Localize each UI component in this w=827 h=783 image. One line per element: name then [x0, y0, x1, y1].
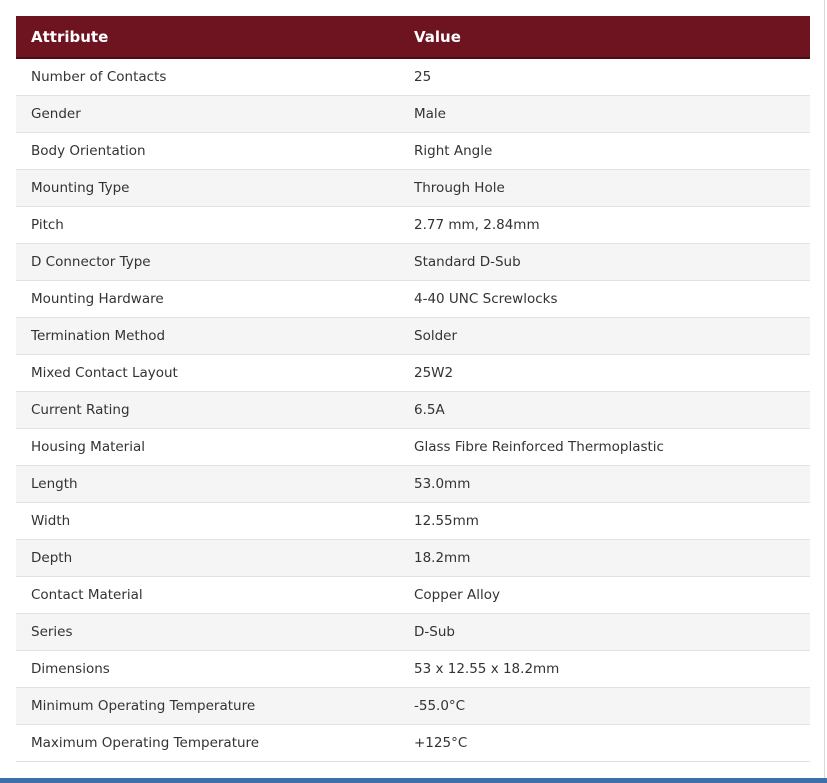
- specifications-table: [16, 16, 810, 762]
- table-row: [16, 465, 810, 502]
- attribute-cell: Length: [16, 465, 399, 502]
- attribute-cell: Maximum Operating Temperature: [16, 724, 399, 761]
- table-row: [16, 428, 810, 465]
- value-cell: 2.77 mm, 2.84mm: [399, 206, 810, 243]
- value-cell: Through Hole: [399, 169, 810, 206]
- bottom-bar: [0, 778, 827, 783]
- attribute-cell: Body Orientation: [16, 132, 399, 169]
- header-attribute: Attribute: [16, 16, 399, 58]
- attribute-cell: Mounting Type: [16, 169, 399, 206]
- table-row: [16, 576, 810, 613]
- table-row: [16, 539, 810, 576]
- value-cell: 53 x 12.55 x 18.2mm: [399, 650, 810, 687]
- attribute-cell: Minimum Operating Temperature: [16, 687, 399, 724]
- table-row: [16, 317, 810, 354]
- table-row: [16, 613, 810, 650]
- value-cell: 25: [399, 58, 810, 95]
- table-body: [16, 58, 810, 761]
- attribute-cell: Series: [16, 613, 399, 650]
- attribute-cell: Termination Method: [16, 317, 399, 354]
- header-row: [16, 16, 810, 58]
- attribute-cell: Width: [16, 502, 399, 539]
- attribute-cell: Mixed Contact Layout: [16, 354, 399, 391]
- value-cell: 6.5A: [399, 391, 810, 428]
- value-cell: Copper Alloy: [399, 576, 810, 613]
- table-row: [16, 132, 810, 169]
- table-row: [16, 58, 810, 95]
- value-cell: 12.55mm: [399, 502, 810, 539]
- table-row: [16, 280, 810, 317]
- value-cell: Male: [399, 95, 810, 132]
- table-row: [16, 95, 810, 132]
- value-cell: Standard D-Sub: [399, 243, 810, 280]
- attribute-cell: Gender: [16, 95, 399, 132]
- value-cell: -55.0°C: [399, 687, 810, 724]
- attribute-cell: D Connector Type: [16, 243, 399, 280]
- table-header: [16, 16, 810, 58]
- header-value: Value: [399, 16, 810, 58]
- attribute-cell: Dimensions: [16, 650, 399, 687]
- table-row: [16, 502, 810, 539]
- value-cell: 25W2: [399, 354, 810, 391]
- value-cell: Solder: [399, 317, 810, 354]
- table-row: [16, 650, 810, 687]
- value-cell: +125°C: [399, 724, 810, 761]
- value-cell: 53.0mm: [399, 465, 810, 502]
- attribute-cell: Contact Material: [16, 576, 399, 613]
- table-row: [16, 354, 810, 391]
- value-cell: Glass Fibre Reinforced Thermoplastic: [399, 428, 810, 465]
- table-row: [16, 243, 810, 280]
- attribute-cell: Depth: [16, 539, 399, 576]
- value-cell: 4-40 UNC Screwlocks: [399, 280, 810, 317]
- value-cell: D-Sub: [399, 613, 810, 650]
- attribute-cell: Mounting Hardware: [16, 280, 399, 317]
- table-row: [16, 687, 810, 724]
- attribute-cell: Pitch: [16, 206, 399, 243]
- table-row: [16, 169, 810, 206]
- value-cell: Right Angle: [399, 132, 810, 169]
- attribute-cell: Number of Contacts: [16, 58, 399, 95]
- attribute-cell: Current Rating: [16, 391, 399, 428]
- value-cell: 18.2mm: [399, 539, 810, 576]
- attribute-cell: Housing Material: [16, 428, 399, 465]
- table-row: [16, 391, 810, 428]
- table-row: [16, 724, 810, 761]
- table-row: [16, 206, 810, 243]
